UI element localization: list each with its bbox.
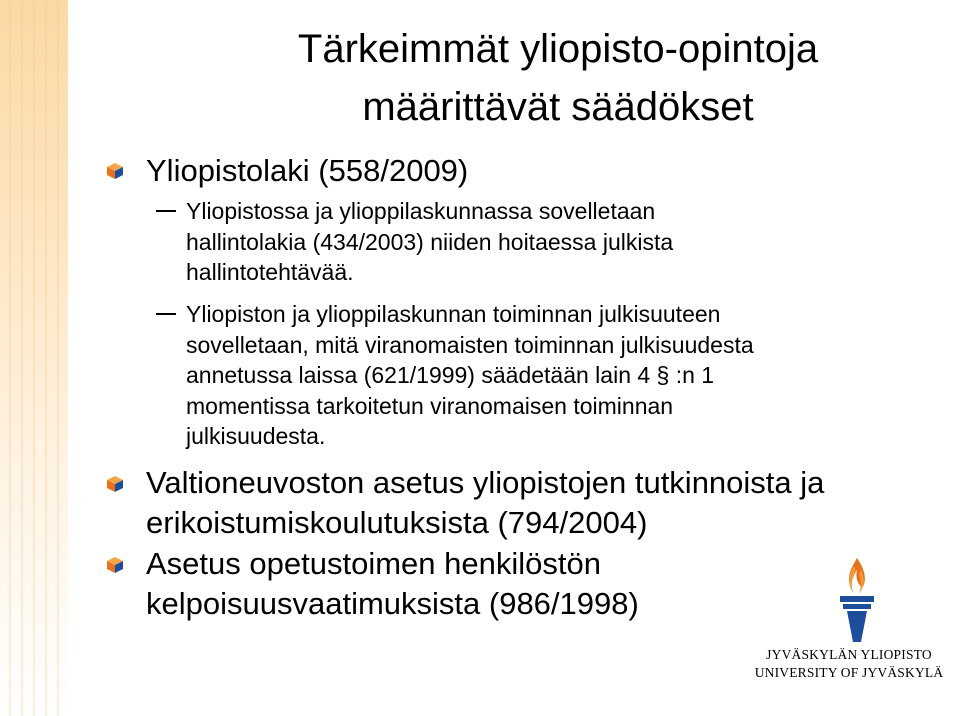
title-line-2: määrittävät säädökset <box>362 85 754 129</box>
bullet-cube-icon <box>106 475 124 493</box>
sub-bullet-line: julkisuudesta. <box>186 423 326 449</box>
slide-title <box>198 20 918 136</box>
bullet-cube-icon <box>106 162 124 180</box>
bullet-item-yliopistolaki <box>146 151 468 191</box>
sub-bullet-line: Yliopiston ja ylioppilaskunnan toiminnan julkisuuteen <box>186 301 721 327</box>
bullet-line: Asetus opetustoimen henkilöstön <box>146 546 601 581</box>
decorative-strip-lines <box>0 0 68 716</box>
logo-text-en: UNIVERSITY OF JYVÄSKYLÄ <box>754 665 944 680</box>
bullet-line: Yliopistolaki (558/2009) <box>146 153 469 188</box>
bullet-line: kelpoisuusvaatimuksista (986/1998) <box>146 586 639 621</box>
bullet-item-opetustoimen-asetus <box>146 544 639 624</box>
logo-text-fi: JYVÄSKYLÄN YLIOPISTO <box>766 647 932 662</box>
sub-bullet-line: hallintolakia (434/2003) niiden hoitaessa julkista <box>186 228 674 255</box>
sub-bullet-line: annetussa laissa (621/1999) säädetään lain 4 § :n 1 <box>186 362 715 388</box>
sub-bullet-line: hallintotehtävää. <box>186 259 354 285</box>
sub-bullet-dash <box>156 210 176 212</box>
bullet-item-valtioneuvoston-asetus <box>146 463 824 543</box>
sub-bullet-line: momentissa tarkoitetun viranomaisen toiminnan <box>186 392 674 419</box>
sub-bullet-line: Yliopistossa ja ylioppilaskunnassa sovelletaan <box>186 198 656 224</box>
bullet-line: Valtioneuvoston asetus yliopistojen tutkinnoista ja <box>146 465 825 500</box>
sub-bullet-dash <box>156 313 176 315</box>
sub-bullet-hallintolaki <box>186 196 673 288</box>
bullet-cube-icon <box>106 556 124 574</box>
bullet-line: erikoistumiskoulutuksista (794/2004) <box>146 505 648 540</box>
torch-icon <box>832 556 882 646</box>
sub-bullet-julkisuus <box>186 299 754 452</box>
sub-bullet-line: sovelletaan, mitä viranomaisten toiminnan julkisuudesta <box>186 331 754 358</box>
title-line-1: Tärkeimmät yliopisto-opintoja <box>297 27 819 71</box>
